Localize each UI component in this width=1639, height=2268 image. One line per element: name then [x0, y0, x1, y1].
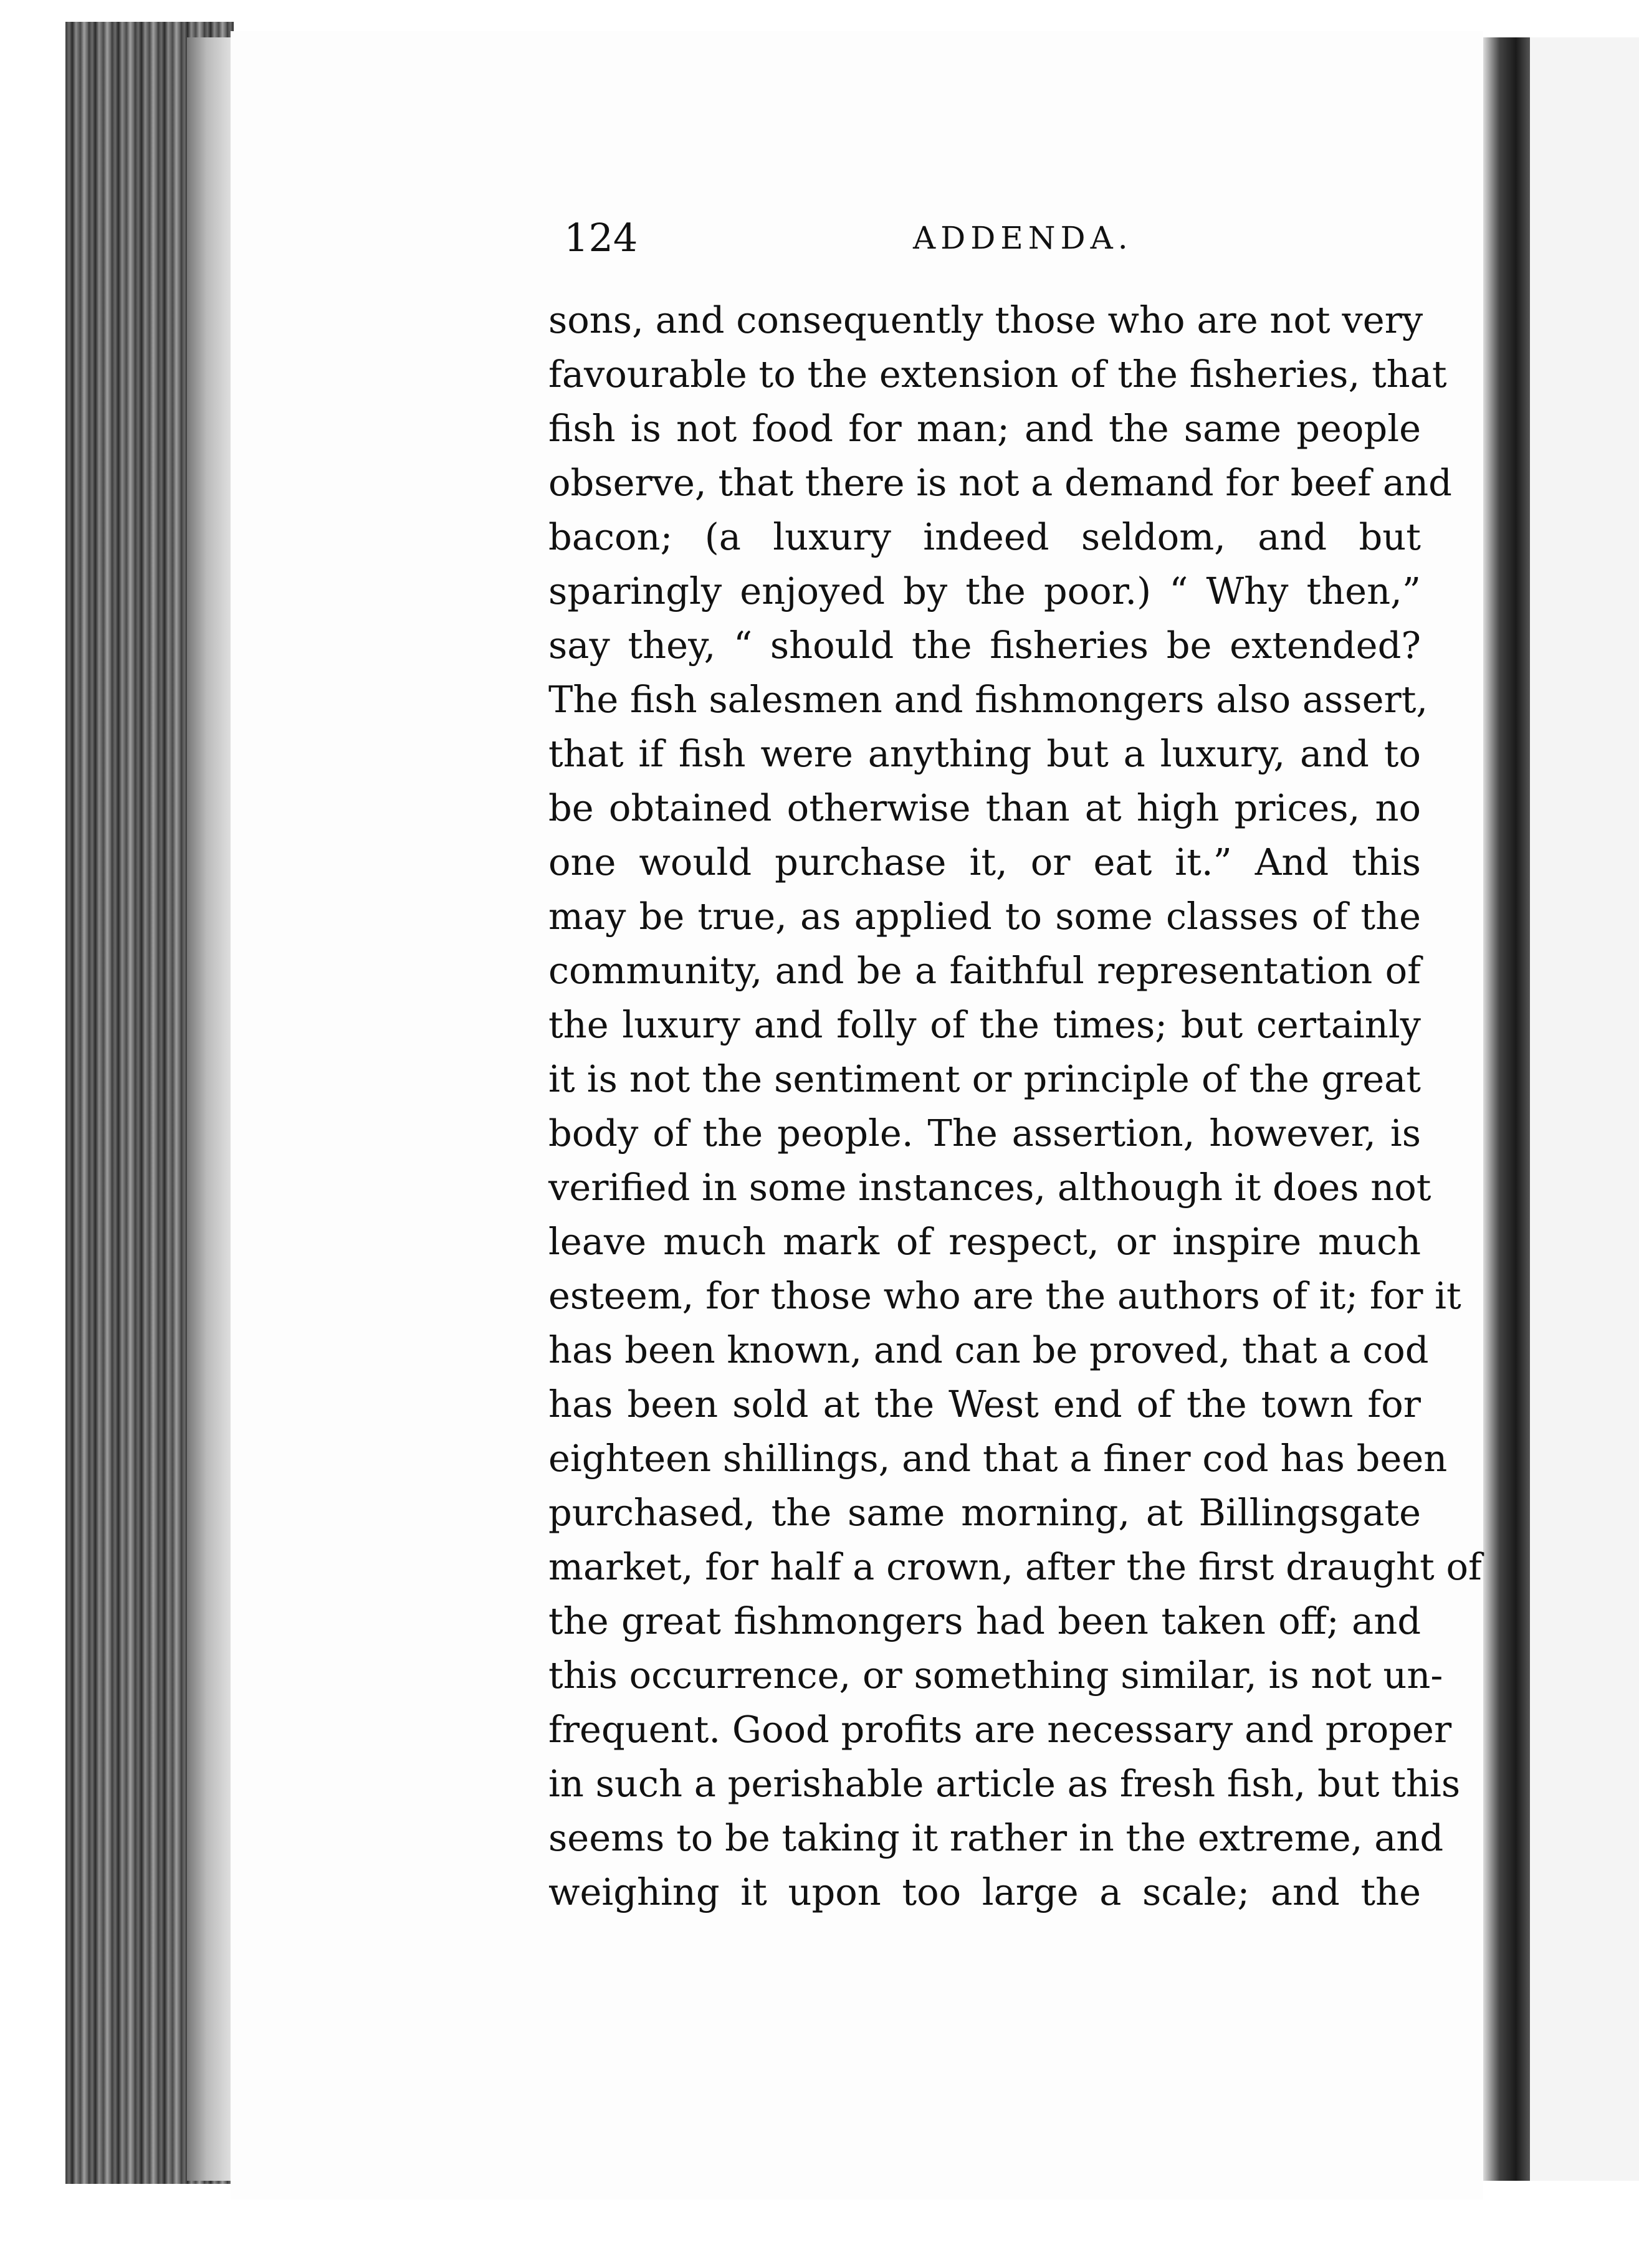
text-line: esteem, for those who are the authors of it; for it: [548, 1274, 1461, 1317]
running-head: [564, 215, 1436, 271]
text-line: eighteen shillings, and that a finer cod has been: [548, 1437, 1448, 1480]
text-line: verified in some instances, although it does not: [548, 1166, 1431, 1209]
text-line: say they, “ should the fisheries be extended?: [548, 624, 1421, 667]
text-line: favourable to the extension of the fisheries, that: [548, 353, 1447, 396]
text-line: market, for half a crown, after the first draught of: [548, 1545, 1482, 1588]
text-line: purchased, the same morning, at Billingsgate: [548, 1491, 1421, 1534]
text-line: be obtained otherwise than at high prices, no: [548, 786, 1421, 829]
text-line: frequent. Good profits are necessary and proper: [548, 1708, 1452, 1751]
text-line: it is not the sentiment or principle of the great: [548, 1057, 1421, 1100]
book-gutter: [1483, 37, 1530, 2181]
text-line: one would purchase it, or eat it.” And this: [548, 841, 1421, 884]
text-line: bacon; (a luxury indeed seldom, and but: [548, 515, 1421, 558]
text-line: The fish salesmen and fishmongers also assert,: [548, 678, 1428, 721]
facing-page: [1530, 37, 1639, 2181]
text-line: sons, and consequently those who are not very: [548, 298, 1423, 341]
text-line: has been sold at the West end of the town for: [548, 1383, 1421, 1426]
text-line: leave much mark of respect, or inspire much: [548, 1220, 1421, 1263]
page-stack-shadow: [187, 37, 237, 2181]
text-line: has been known, and can be proved, that a cod: [548, 1328, 1429, 1371]
text-line: weighing it upon too large a scale; and the: [548, 1870, 1421, 1913]
text-line: the luxury and folly of the times; but certainly: [548, 1003, 1421, 1046]
text-line: seems to be taking it rather in the extreme, and: [548, 1816, 1444, 1859]
text-line: this occurrence, or something similar, is not un-: [548, 1654, 1443, 1697]
text-line: may be true, as applied to some classes of the: [548, 895, 1421, 938]
body-text: [548, 293, 1482, 1919]
text-line: that if fish were anything but a luxury, and to: [548, 732, 1421, 775]
text-line: body of the people. The assertion, however, is: [548, 1112, 1421, 1155]
running-head-title: ADDENDA.: [913, 220, 1133, 256]
text-line: community, and be a faithful representation of: [548, 949, 1421, 992]
text-line: sparingly enjoyed by the poor.) “ Why then,”: [548, 569, 1421, 612]
page-number: 124: [564, 215, 638, 260]
text-line: the great fishmongers had been taken off; and: [548, 1599, 1421, 1642]
text-line: observe, that there is not a demand for beef and: [548, 461, 1452, 504]
text-line: fish is not food for man; and the same people: [548, 407, 1421, 450]
text-line: in such a perishable article as fresh fish, but this: [548, 1762, 1461, 1805]
